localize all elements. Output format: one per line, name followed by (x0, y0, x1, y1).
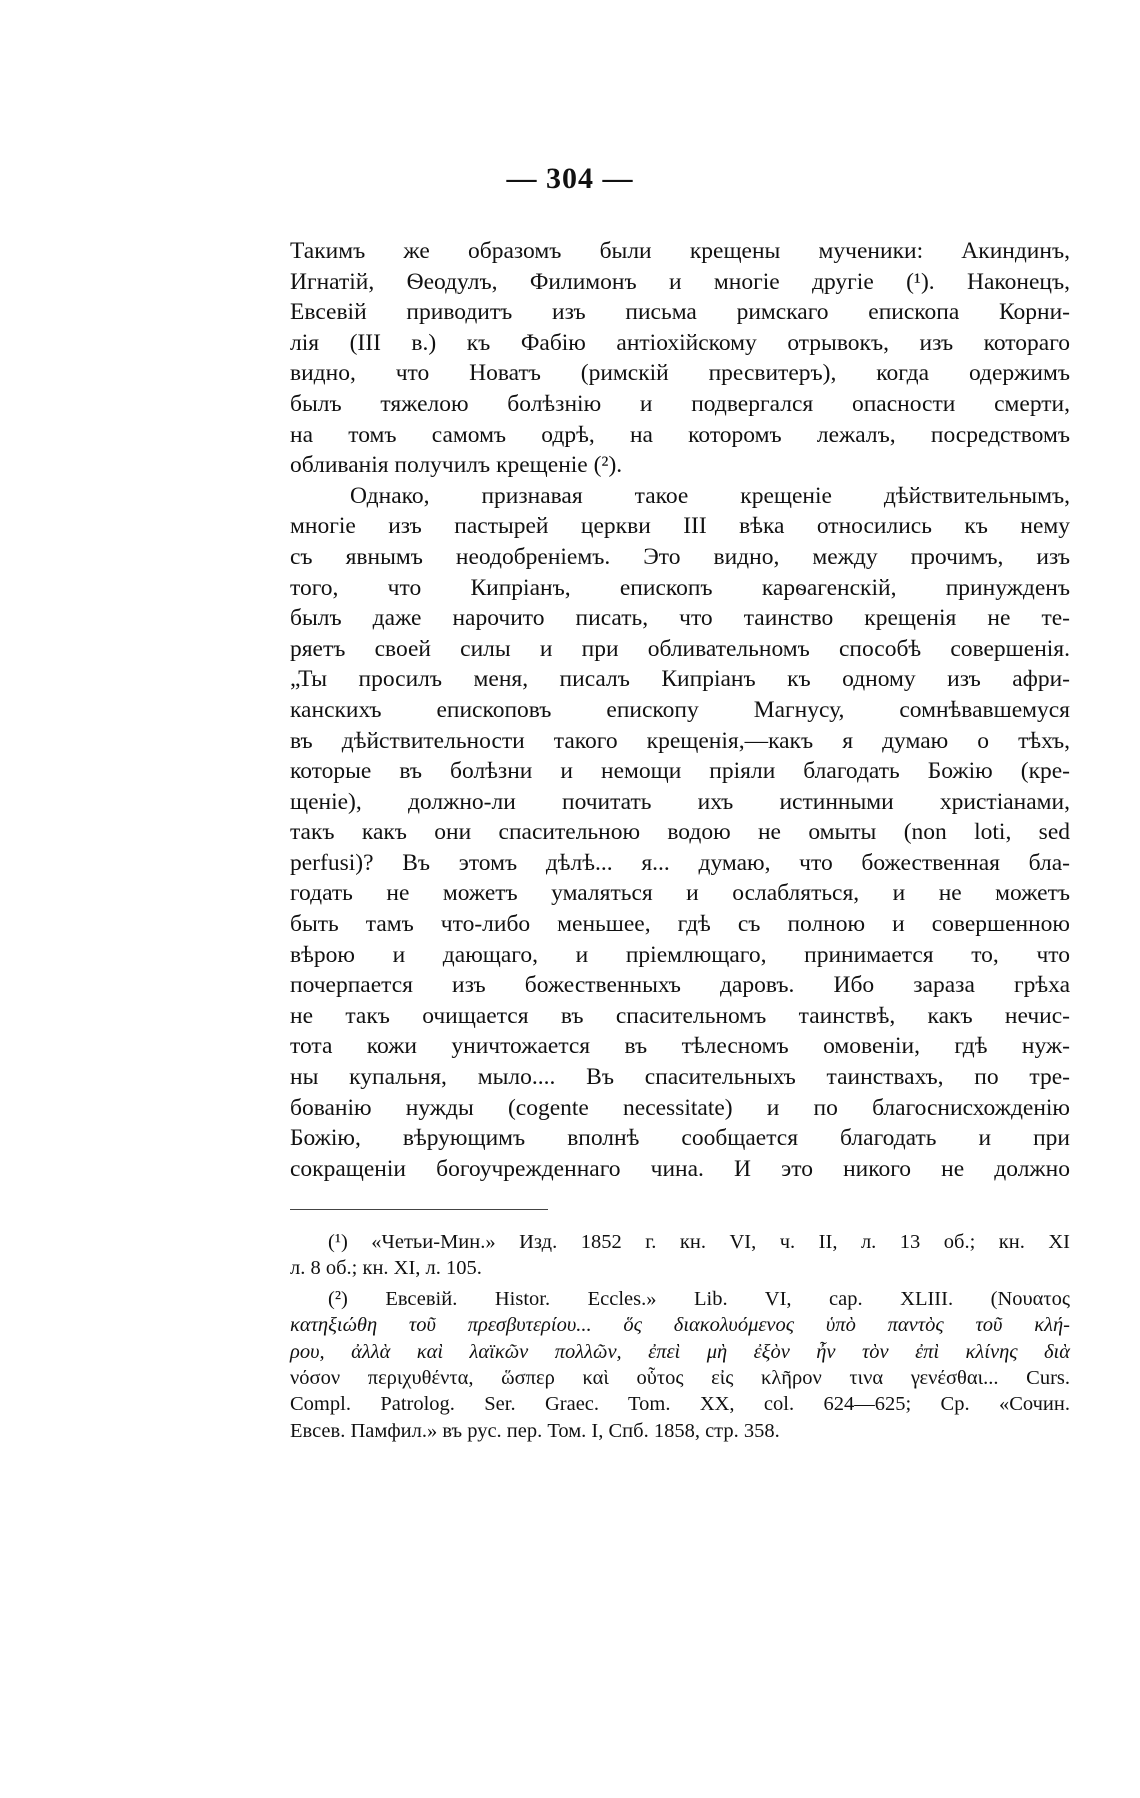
footnote-line: Compl. Patrolog. Ser. Graec. Tom. XX, col. 624—625; Ср. «Сочин. (290, 1393, 1070, 1416)
text-line: тота кожи уничтожается въ тѣлесномъ омовеніи, гдѣ нуж- (290, 1033, 1070, 1060)
text-line: канскихъ епископовъ епископу Магнусу, сомнѣвавшемуся (290, 696, 1070, 723)
text-line: почерпается изъ божественныхъ даровъ. Ибо зараза грѣха (290, 972, 1070, 999)
page-number: — 304 — (506, 162, 634, 195)
text-line: Однако, признавая такое крещеніе дѣйствительнымъ, (350, 482, 1070, 509)
text-line: ряетъ своей силы и при обливательномъ способѣ совершенія. (290, 635, 1070, 662)
text-line: былъ тяжелою болѣзнію и подвергался опасности смерти, (290, 390, 1070, 417)
text-line: которые въ болѣзни и немощи пріяли благодать Божію (кре- (290, 758, 1070, 785)
text-line: обливанія получилъ крещеніе (²). (290, 452, 623, 479)
footnotes (290, 1229, 1070, 1448)
text-line: въ дѣйствительности такого крещенія,—какъ я думаю о тѣхъ, (290, 727, 1070, 754)
text-line: perfusi)? Въ этомъ дѣлѣ... я... думаю, что божественная бла- (290, 849, 1070, 876)
footnote-line-greek: ρου, ἀλλὰ καὶ λαϊκῶν πολλῶν, ἐπεὶ μὴ ἐξὸν ἦν τὸν ἐπὶ κλίνης διὰ (290, 1340, 1070, 1363)
text-line: не такъ очищается въ спасительномъ таинствѣ, какъ нечис- (290, 1002, 1070, 1029)
text-line: многіе изъ пастырей церкви III вѣка относились къ нему (290, 513, 1070, 540)
text-line: лія (III в.) къ Фабію антіохійскому отрывокъ, изъ котораго (290, 329, 1070, 356)
footnote-separator (290, 1209, 548, 1210)
text-line: того, что Кипріанъ, епископъ карѳагенскій, принужденъ (290, 574, 1070, 601)
text-line: Божію, вѣрующимъ вполнѣ сообщается благодать и при (290, 1125, 1070, 1152)
text-line: щеніе), должно-ли почитать ихъ истинными христіанами, (290, 788, 1070, 815)
text-line: съ явнымъ неодобреніемъ. Это видно, между прочимъ, изъ (290, 543, 1070, 570)
text-line: годать не можетъ умаляться и ослабляться, и не можетъ (290, 880, 1070, 907)
footnote-line: л. 8 об.; кн. XI, л. 105. (290, 1257, 482, 1280)
text-line: ны купальня, мыло.... Въ спасительныхъ таинствахъ, по тре- (290, 1064, 1070, 1091)
text-line: Такимъ же образомъ были крещены мученики: Акиндинъ, (290, 238, 1070, 264)
text-line: бованію нужды (cogente necessitate) и по благоснисхожденію (290, 1094, 1070, 1121)
footnote-line: (²) Евсевій. Histor. Eccles.» Lib. VI, cap. XLIII. (Νουατος (328, 1287, 1070, 1310)
footnote-line-greek: κατηξιώθη τοῦ πρεσβυτερίου... ὅς διακολυόμενος ὑπὸ παντὸς τοῦ κλή- (290, 1314, 1070, 1337)
text-line: такъ какъ они спасительною водою не омыты (non loti, sed (290, 819, 1070, 846)
text-line: быть тамъ что-либо меньшее, гдѣ съ полною и совершенною (290, 911, 1070, 938)
text-line: вѣрою и дающаго, и пріемлющаго, принимается то, что (290, 941, 1070, 968)
footnote-line: νόσον περιχυθέντα, ὥσπερ καὶ οὗτος εἰς κλῆρον τινα γενέσθαι... Curs. (290, 1367, 1070, 1390)
main-text (290, 236, 1070, 1184)
text-line: Евсевій приводитъ изъ письма римскаго епископа Корни- (290, 299, 1070, 326)
footnote-line: Евсев. Памфил.» въ рус. пер. Том. I, Спб. 1858, стр. 358. (290, 1419, 780, 1442)
text-line: сокращеніи богоучрежденнаго чина. И это никого не должно (290, 1155, 1070, 1182)
footnote-1 (290, 1229, 1070, 1282)
footnote-2 (290, 1286, 1070, 1444)
text-line: видно, что Новатъ (римскій пресвитеръ), когда одержимъ (290, 360, 1070, 387)
paragraph-1 (290, 236, 1070, 481)
text-line: на томъ самомъ одрѣ, на которомъ лежалъ, посредствомъ (290, 421, 1070, 448)
text-line: „Ты просилъ меня, писалъ Кипріанъ къ одному изъ афри- (290, 666, 1070, 693)
text-line: Игнатій, Ѳеодулъ, Филимонъ и многіе другіе (¹). Наконецъ, (290, 268, 1070, 295)
paragraph-2 (290, 481, 1070, 1185)
footnote-line: (¹) «Четьи-Мин.» Изд. 1852 г. кн. VI, ч. II, л. 13 об.; кн. XI (328, 1231, 1070, 1253)
text-line: былъ даже нарочито писать, что таинство крещенія не те- (290, 605, 1070, 632)
